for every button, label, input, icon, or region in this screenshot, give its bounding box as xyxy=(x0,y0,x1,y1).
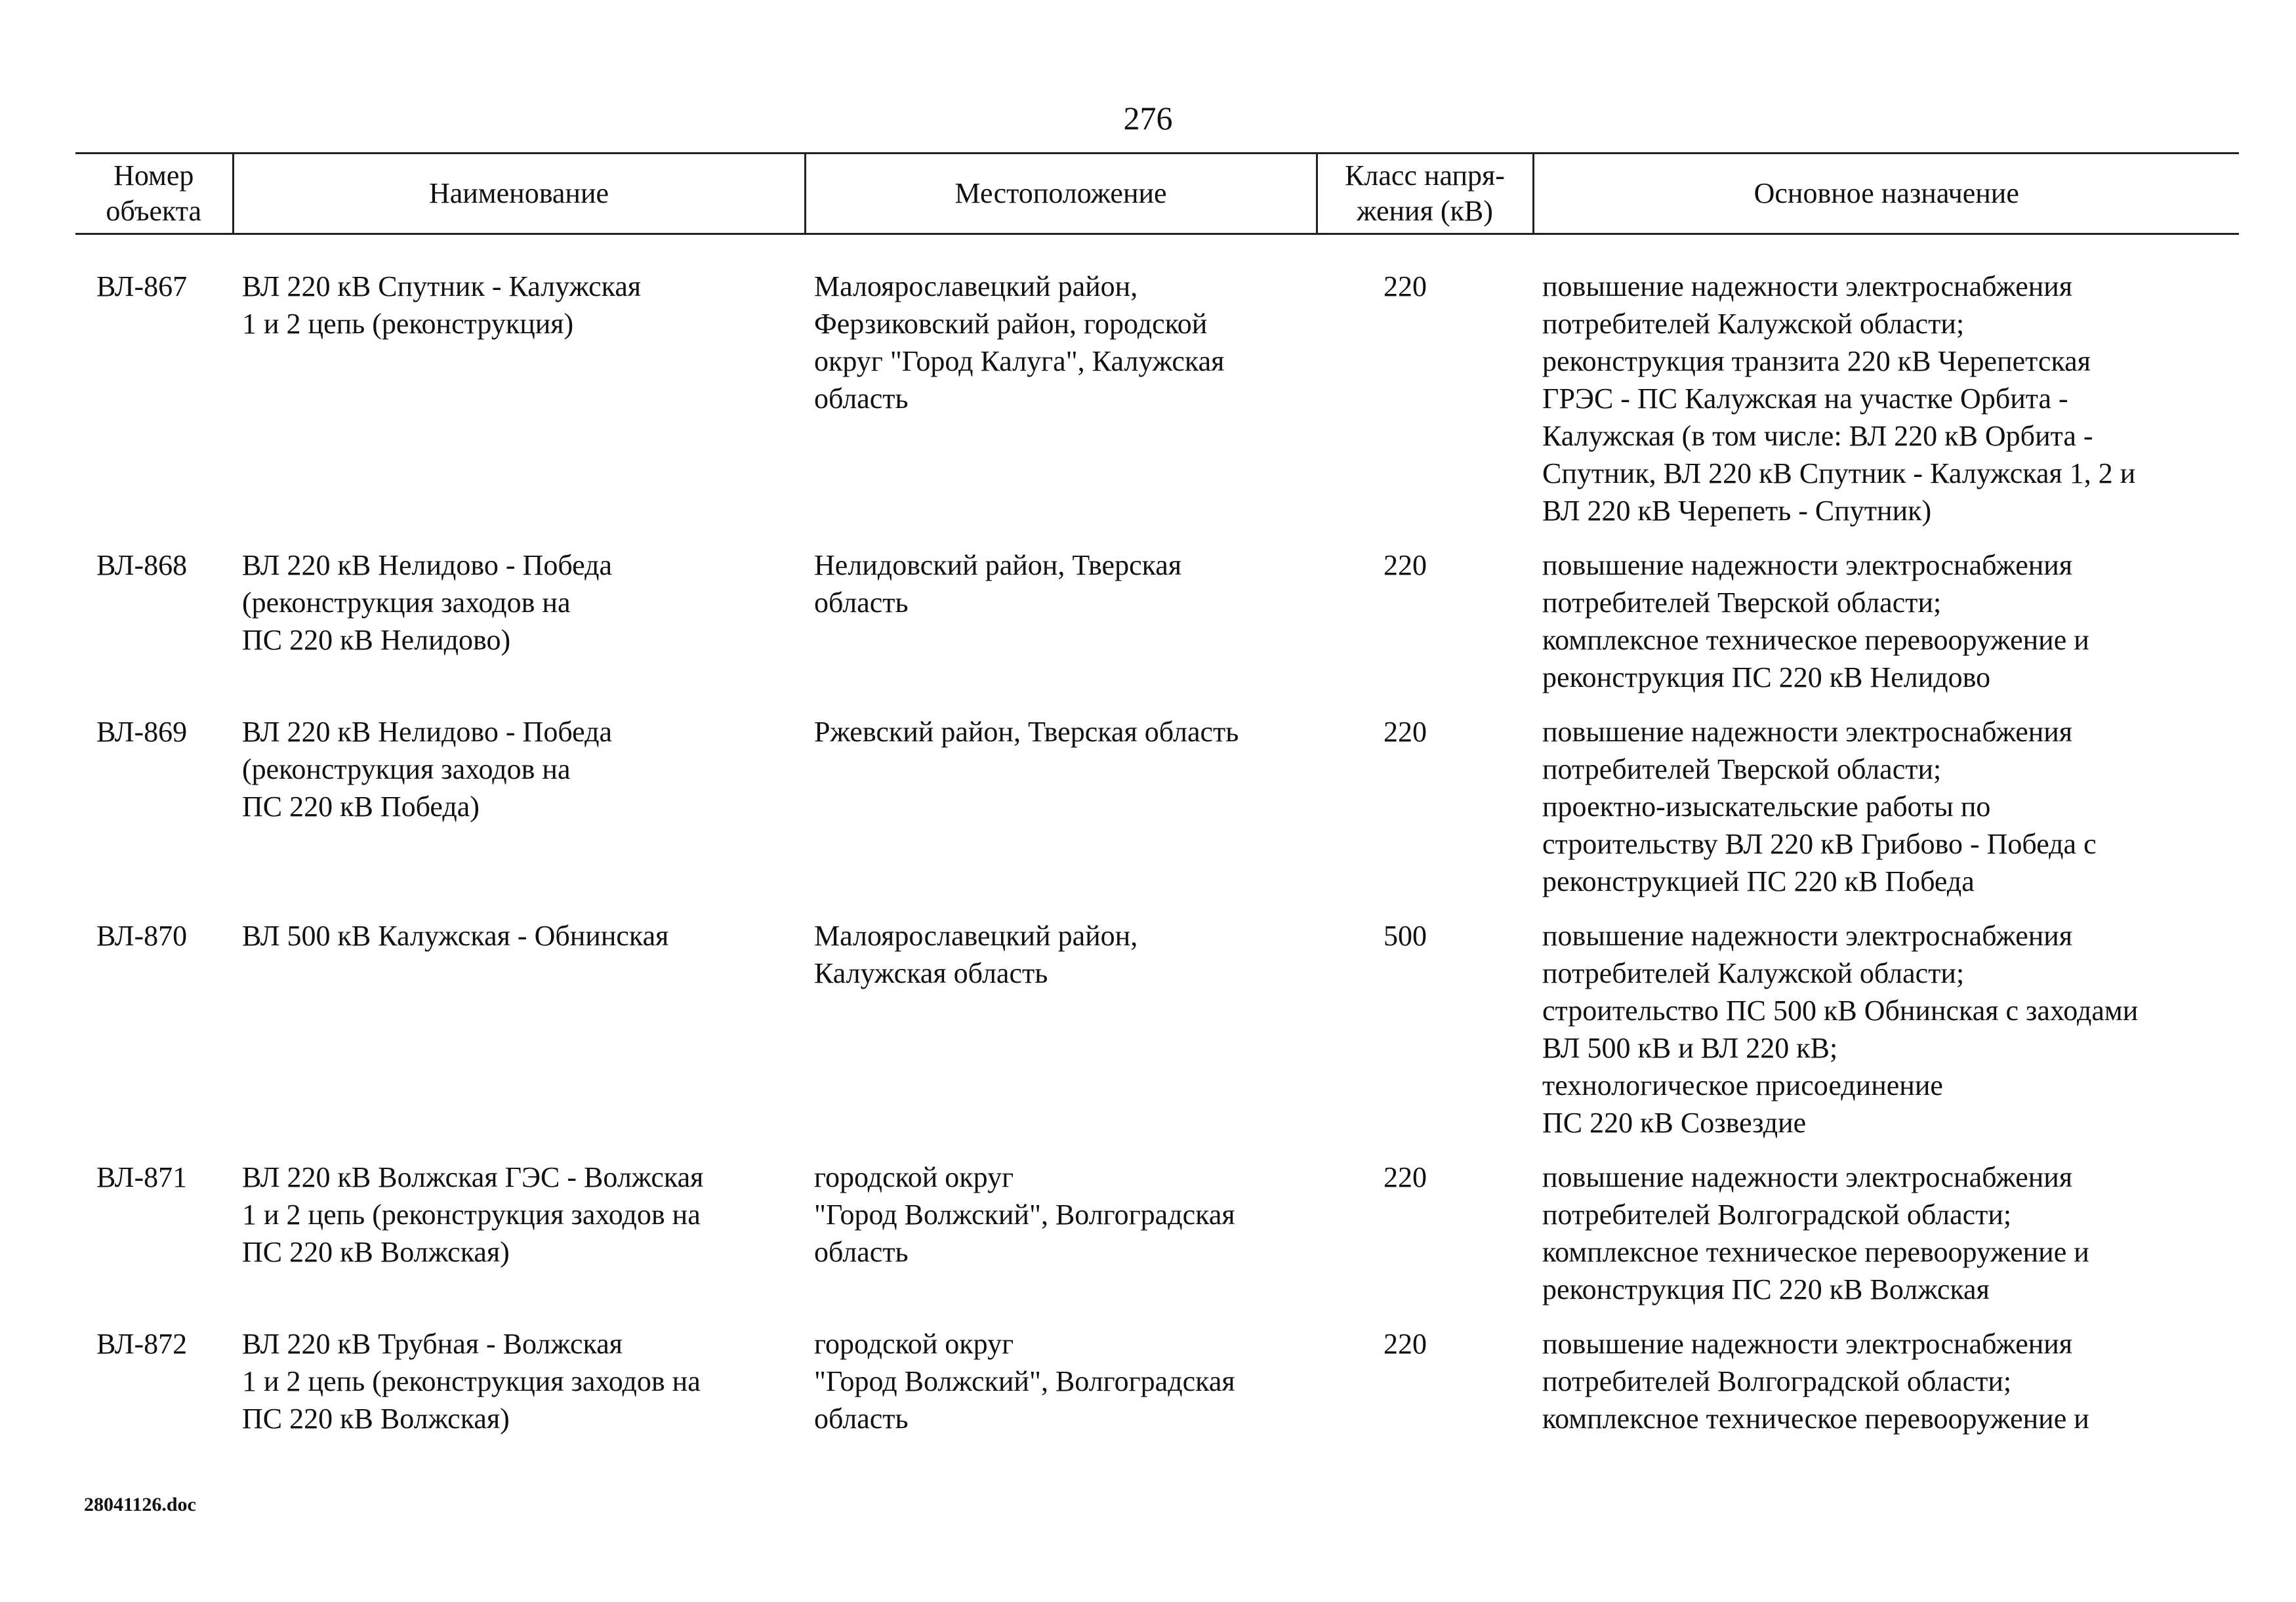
page-number: 276 xyxy=(1123,100,1173,136)
header-purpose: Основное назначение xyxy=(1533,154,2239,234)
objects-table-container xyxy=(75,152,2239,1454)
header-name: Наименование xyxy=(233,154,805,234)
object-name: ВЛ 220 кВ Нелидово - Победа (реконструкция заходов на ПС 220 кВ Нелидово) xyxy=(242,549,613,656)
document-code: 28041126.doc xyxy=(84,1494,196,1515)
object-number: ВЛ-868 xyxy=(96,549,188,581)
object-number: ВЛ-869 xyxy=(96,716,188,748)
table-row xyxy=(75,268,2239,546)
object-purpose: повышение надежности электроснабжения потребителей Калужской области; реконструкция транзита 220 кВ Черепетская ГРЭС - ПС Калужская на участке Орбита - Калужская (в том числе: ВЛ 220 кВ Орбита - Спутник, ВЛ 220 кВ Спутник - Калужская 1, 2 и ВЛ 220 кВ Черепеть - Спутник) xyxy=(1542,270,2136,527)
object-name: ВЛ 220 кВ Спутник - Калужская 1 и 2 цепь (реконструкция) xyxy=(242,270,642,340)
objects-table xyxy=(75,152,2239,1454)
header-voltage: Класс напря- жения (кВ) xyxy=(1317,154,1533,234)
object-name: ВЛ 220 кВ Трубная - Волжская 1 и 2 цепь (реконструкция заходов на ПС 220 кВ Волжская) xyxy=(242,1328,701,1435)
object-number: ВЛ-872 xyxy=(96,1328,188,1360)
object-purpose: повышение надежности электроснабжения потребителей Тверской области; комплексное техническое перевооружение и реконструкция ПС 220 кВ Нелидово xyxy=(1542,549,2089,693)
object-location: Нелидовский район, Тверская область xyxy=(814,549,1182,619)
object-location: городской округ "Город Волжский", Волгоградская область xyxy=(814,1328,1235,1435)
table-row xyxy=(75,917,2239,1159)
object-purpose: повышение надежности электроснабжения потребителей Калужской области; строительство ПС 500 кВ Обнинская с заходами ВЛ 500 кВ и ВЛ 220 кВ; технологическое присоединение ПС 220 кВ Созвездие xyxy=(1542,920,2139,1139)
object-name: ВЛ 500 кВ Калужская - Обнинская xyxy=(242,920,669,952)
object-voltage: 500 xyxy=(1384,920,1427,952)
object-purpose: повышение надежности электроснабжения потребителей Волгоградской области; комплексное техническое перевооружение и xyxy=(1542,1328,2089,1435)
object-name: ВЛ 220 кВ Волжская ГЭС - Волжская 1 и 2 цепь (реконструкция заходов на ПС 220 кВ Волжская) xyxy=(242,1161,704,1268)
object-location: городской округ "Город Волжский", Волгоградская область xyxy=(814,1161,1235,1268)
object-purpose: повышение надежности электроснабжения потребителей Волгоградской области; комплексное техническое перевооружение и реконструкция ПС 220 кВ Волжская xyxy=(1542,1161,2089,1305)
object-voltage: 220 xyxy=(1384,716,1427,748)
object-voltage: 220 xyxy=(1384,549,1427,581)
object-number: ВЛ-870 xyxy=(96,920,188,952)
table-row xyxy=(75,1325,2239,1454)
object-location: Малоярославецкий район, Калужская область xyxy=(814,920,1138,989)
table-row xyxy=(75,546,2239,713)
object-voltage: 220 xyxy=(1384,1328,1427,1360)
object-purpose: повышение надежности электроснабжения потребителей Тверской области; проектно-изыскательские работы по строительству ВЛ 220 кВ Грибово - Победа с реконструкцией ПС 220 кВ Победа xyxy=(1542,716,2097,897)
object-number: ВЛ-871 xyxy=(96,1161,188,1193)
header-row xyxy=(75,154,2239,234)
table-row xyxy=(75,713,2239,917)
table-row xyxy=(75,1159,2239,1325)
table-body xyxy=(75,234,2239,1455)
object-location: Малоярославецкий район, Ферзиковский район, городской округ "Город Калуга", Калужская область xyxy=(814,270,1225,415)
object-number: ВЛ-867 xyxy=(96,270,188,302)
object-voltage: 220 xyxy=(1384,270,1427,302)
table-header xyxy=(75,154,2239,234)
object-name: ВЛ 220 кВ Нелидово - Победа (реконструкция заходов на ПС 220 кВ Победа) xyxy=(242,716,613,823)
object-location: Ржевский район, Тверская область xyxy=(814,716,1239,748)
object-voltage: 220 xyxy=(1384,1161,1427,1193)
header-number: Номер объекта xyxy=(75,154,233,234)
header-location: Местоположение xyxy=(805,154,1317,234)
table-spacer xyxy=(75,234,2239,268)
